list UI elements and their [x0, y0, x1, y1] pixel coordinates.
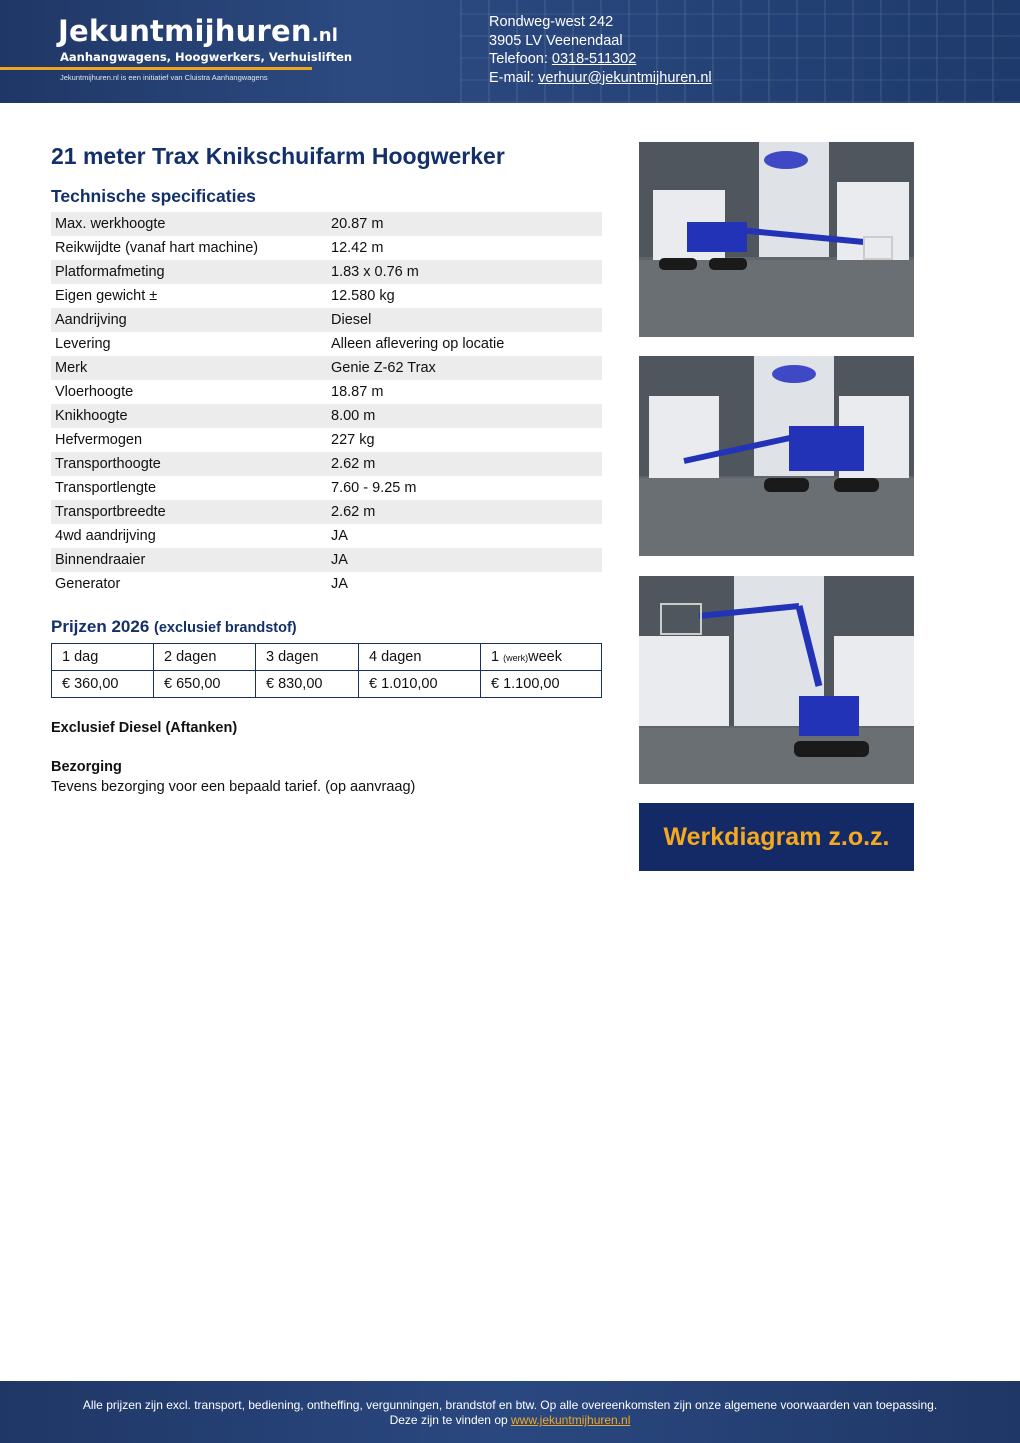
spec-label: Binnendraaier: [55, 552, 146, 568]
price-value-week: € 1.100,00: [481, 671, 602, 698]
prices-header-row: [52, 644, 602, 671]
spec-value: JA: [331, 528, 348, 544]
specs-table: [51, 212, 602, 596]
logo-tld: .nl: [311, 25, 339, 46]
phone-line: [489, 50, 712, 69]
price-value-3-dagen: € 830,00: [256, 671, 359, 698]
delivery-text: Tevens bezorging voor een bepaald tarief. (op aanvraag): [51, 779, 416, 795]
spec-label: Transportlengte: [55, 480, 157, 496]
price-header-week: [481, 644, 602, 671]
email-label: E-mail:: [489, 69, 539, 86]
specs-heading: Technische specificaties: [51, 186, 256, 206]
week-small: (werk): [503, 653, 529, 663]
logo-divider: [0, 67, 312, 70]
spec-row: [51, 428, 602, 452]
spec-label: Knikhoogte: [55, 408, 128, 424]
logo-initiative: Jekuntmijhuren.nl is een initiatief van Cluistra Aanhangwagens: [60, 73, 268, 82]
address-line-2: 3905 LV Veenendaal: [489, 32, 623, 49]
week-prefix: 1: [491, 649, 504, 665]
logo[interactable]: [58, 14, 338, 48]
email-line: [489, 69, 712, 88]
price-value-2-dagen: € 650,00: [154, 671, 256, 698]
spec-value: JA: [331, 552, 348, 568]
footer-terms: Alle prijzen zijn excl. transport, bediening, ontheffing, vergunningen, brandstof en btw. Op alle overeenkomsten zijn onze algemene voorwaarden van toepassing.: [82, 1398, 938, 1412]
page-footer: [0, 1381, 1020, 1443]
phone-label: Telefoon:: [489, 51, 552, 67]
footer-link-prefix: Deze zijn te vinden op: [389, 1413, 511, 1427]
page-title: 21 meter Trax Knikschuifarm Hoogwerker: [51, 143, 505, 169]
price-header-1-dag: 1 dag: [52, 644, 154, 671]
phone-link[interactable]: 0318-511302: [551, 51, 637, 67]
price-value-1-dag: € 360,00: [52, 671, 154, 698]
diesel-note: Exclusief Diesel (Aftanken): [51, 720, 238, 736]
delivery-heading: Bezorging: [51, 759, 122, 775]
spec-value: 12.580 kg: [331, 288, 395, 304]
price-header-2-dagen: 2 dagen: [154, 644, 256, 671]
spec-value: Diesel: [331, 312, 372, 328]
contact-block: [489, 13, 712, 87]
spec-label: Merk: [55, 360, 88, 376]
logo-tagline: Aanhangwagens, Hoogwerkers, Verhuisliften: [60, 50, 353, 64]
spec-value: 7.60 - 9.25 m: [331, 480, 417, 496]
spec-label: Vloerhoogte: [55, 384, 134, 400]
spec-value: 2.62 m: [331, 456, 376, 472]
spec-row: [51, 284, 602, 308]
spec-label: Hefvermogen: [55, 432, 143, 448]
machine-photo-2: [639, 356, 914, 556]
spec-value: 1.83 x 0.76 m: [331, 264, 419, 280]
spec-value: 8.00 m: [331, 408, 376, 424]
spec-row: [51, 308, 602, 332]
spec-row: [51, 548, 602, 572]
price-value-4-dagen: € 1.010,00: [359, 671, 481, 698]
spec-row: [51, 476, 602, 500]
spec-row: [51, 500, 602, 524]
spec-label: Eigen gewicht ±: [55, 288, 158, 304]
spec-value: JA: [331, 576, 348, 592]
spec-row: [51, 524, 602, 548]
spec-row: [51, 356, 602, 380]
spec-row: [51, 380, 602, 404]
prices-title: Prijzen 2026: [51, 617, 150, 636]
machine-photo-3: [639, 576, 914, 784]
spec-label: Max. werkhoogte: [55, 216, 166, 232]
specs-table-body: [51, 212, 602, 596]
email-link[interactable]: verhuur@jekuntmijhuren.nl: [538, 69, 712, 86]
spec-label: Levering: [55, 336, 111, 352]
spec-value: Genie Z-62 Trax: [331, 360, 436, 376]
spec-row: [51, 572, 602, 596]
spec-row: [51, 260, 602, 284]
spec-row: [51, 404, 602, 428]
spec-label: Transporthoogte: [55, 456, 161, 472]
spec-value: 20.87 m: [331, 216, 384, 232]
spec-row: [51, 212, 602, 236]
footer-link-line: [0, 1413, 1020, 1427]
prices-value-row: [52, 671, 602, 698]
spec-row: [51, 332, 602, 356]
price-header-4-dagen: 4 dagen: [359, 644, 481, 671]
week-suffix: week: [528, 649, 562, 665]
spec-row: [51, 452, 602, 476]
spec-value: 12.42 m: [331, 240, 384, 256]
spec-value: 227 kg: [331, 432, 375, 448]
spec-value: Alleen aflevering op locatie: [331, 336, 505, 352]
price-header-3-dagen: 3 dagen: [256, 644, 359, 671]
prices-table: [51, 643, 602, 698]
werkdiagram-button[interactable]: Werkdiagram z.o.z.: [639, 803, 914, 871]
spec-value: 18.87 m: [331, 384, 384, 400]
spec-label: Transportbreedte: [55, 504, 166, 520]
page-header: [0, 0, 1020, 103]
spec-label: 4wd aandrijving: [55, 528, 156, 544]
machine-photo-1: [639, 142, 914, 337]
logo-name: Jekuntmijhuren: [58, 14, 312, 48]
spec-value: 2.62 m: [331, 504, 376, 520]
prices-note: (exclusief brandstof): [154, 620, 297, 636]
spec-label: Aandrijving: [55, 312, 127, 328]
spec-label: Platformafmeting: [55, 264, 165, 280]
spec-row: [51, 236, 602, 260]
prices-heading: [51, 617, 297, 637]
footer-website-link[interactable]: www.jekuntmijhuren.nl: [511, 1413, 631, 1427]
address-line-1: Rondweg-west 242: [489, 14, 614, 30]
spec-label: Generator: [55, 576, 121, 592]
spec-label: Reikwijdte (vanaf hart machine): [55, 240, 259, 256]
